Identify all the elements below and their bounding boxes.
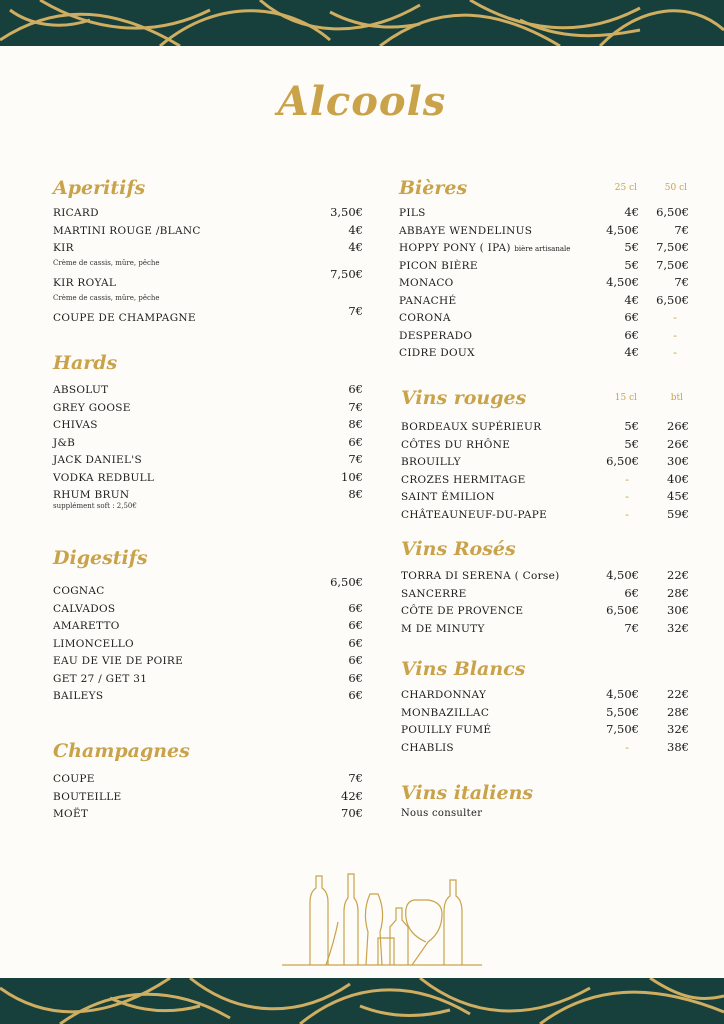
section-digestifs: [53, 545, 363, 706]
menu-item: BROUILLY 6,50€ 30€: [401, 454, 689, 468]
menu-item: PANACHÉ 4€ 6,50€: [399, 292, 689, 307]
menu-item: ABSOLUT 6€: [53, 382, 363, 396]
consult-note: Nous consulter: [401, 808, 483, 819]
column-header: 25 cl: [614, 183, 637, 193]
section-bieres: [399, 175, 689, 363]
section-title: Hards: [53, 352, 118, 374]
menu-item: COGNAC 6,50€: [53, 575, 363, 597]
section-title: Vins Rosés: [401, 538, 516, 560]
menu-item: PILS 4€ 6,50€: [399, 205, 689, 219]
section-title: Aperitifs: [53, 177, 146, 199]
menu-item: GET 27 / GET 31 6€: [53, 670, 363, 685]
menu-item: LIMONCELLO 6€: [53, 635, 363, 650]
bottom-leaf-band: [0, 978, 724, 1024]
menu-item: SANCERRE 6€ 28€: [401, 585, 689, 600]
menu-item: MONACO 4,50€ 7€: [399, 275, 689, 289]
menu-item: RICARD 3,50€: [53, 205, 363, 219]
section-hards: [53, 350, 363, 518]
gold-leaf-pattern-icon: [0, 0, 724, 46]
gold-leaf-pattern-icon: [0, 978, 724, 1024]
section-vins-blancs: [401, 656, 689, 757]
menu-item: JACK DANIEL'S 7€: [53, 452, 363, 466]
section-aperitifs: [53, 175, 363, 328]
section-vins-roses: [401, 536, 689, 638]
section-title: Digestifs: [53, 547, 148, 569]
menu-item: MONBAZILLAC 5,50€ 28€: [401, 704, 689, 719]
section-vins-italiens: [401, 780, 689, 817]
menu-item: COUPE DE CHAMPAGNE 7€: [53, 304, 363, 324]
section-vins-rouges: [401, 385, 689, 524]
menu-item: RHUM BRUN 8€: [53, 487, 363, 501]
item-note: Crème de cassis, mûre, pêche: [53, 258, 160, 267]
bottles-line-art-icon: [282, 872, 482, 972]
page-title: Alcools: [277, 78, 447, 125]
menu-item: PICON BIÈRE 5€ 7,50€: [399, 257, 689, 272]
menu-item: KIR 4€: [53, 240, 363, 254]
menu-item: BOUTEILLE 42€: [53, 788, 363, 803]
menu-item: DESPERADO 6€ -: [399, 327, 677, 342]
menu-item: CHABLIS - 38€: [401, 739, 689, 754]
menu-item: CROZES HERMITAGE - 40€: [401, 471, 689, 486]
menu-item: CÔTE DE PROVENCE 6,50€ 30€: [401, 603, 689, 617]
column-header: 50 cl: [664, 183, 687, 193]
menu-item: COUPE 7€: [53, 771, 363, 785]
item-note: Crème de cassis, mûre, pêche: [53, 293, 160, 302]
menu-item: ABBAYE WENDELINUS 4,50€ 7€: [399, 222, 689, 237]
menu-item: EAU DE VIE DE POIRE 6€: [53, 653, 363, 667]
menu-item: HOPPY PONY ( IPA) bière artisanale 5€ 7,50€: [399, 240, 689, 254]
section-title: Champagnes: [53, 740, 190, 762]
menu-item: MOËT 70€: [53, 806, 363, 820]
column-header: btl: [670, 393, 683, 403]
menu-item: CORONA 6€ -: [399, 310, 677, 324]
menu-item: M DE MINUTY 7€ 32€: [401, 620, 689, 635]
menu-item: CHÂTEAUNEUF-DU-PAPE - 59€: [401, 506, 689, 521]
menu-item: BAILEYS 6€: [53, 688, 363, 702]
item-tag: bière artisanale: [514, 245, 571, 253]
menu-item: CHARDONNAY 4,50€ 22€: [401, 687, 689, 701]
menu-item: TORRA DI SERENA ( Corse) 4,50€ 22€: [401, 568, 689, 582]
menu-item: CIDRE DOUX 4€ -: [399, 345, 677, 359]
menu-item: AMARETTO 6€: [53, 618, 363, 632]
menu-item: MARTINI ROUGE /BLANC 4€: [53, 222, 363, 237]
section-title: Vins italiens: [401, 782, 534, 804]
column-header: 15 cl: [614, 393, 637, 403]
section-title: Vins rouges: [401, 387, 527, 409]
supplement-note: supplément soft : 2,50€: [53, 501, 137, 510]
menu-item: BORDEAUX SUPÉRIEUR 5€ 26€: [401, 419, 689, 433]
section-title: Bières: [399, 177, 468, 199]
menu-item: J&B 6€: [53, 434, 363, 449]
section-champagnes: [53, 738, 363, 824]
menu-item: POUILLY FUMÉ 7,50€ 32€: [401, 722, 689, 736]
menu-item: GREY GOOSE 7€: [53, 399, 363, 414]
menu-item: KIR ROYAL 7,50€: [53, 267, 363, 289]
menu-item: VODKA REDBULL 10€: [53, 469, 363, 484]
menu-item: SAINT ÉMILION - 45€: [401, 489, 689, 503]
menu-item: CHIVAS 8€: [53, 417, 363, 431]
menu-item: CALVADOS 6€: [53, 600, 363, 615]
menu-item: CÔTES DU RHÔNE 5€ 26€: [401, 436, 689, 451]
section-title: Vins Blancs: [401, 658, 526, 680]
top-leaf-band: [0, 0, 724, 46]
